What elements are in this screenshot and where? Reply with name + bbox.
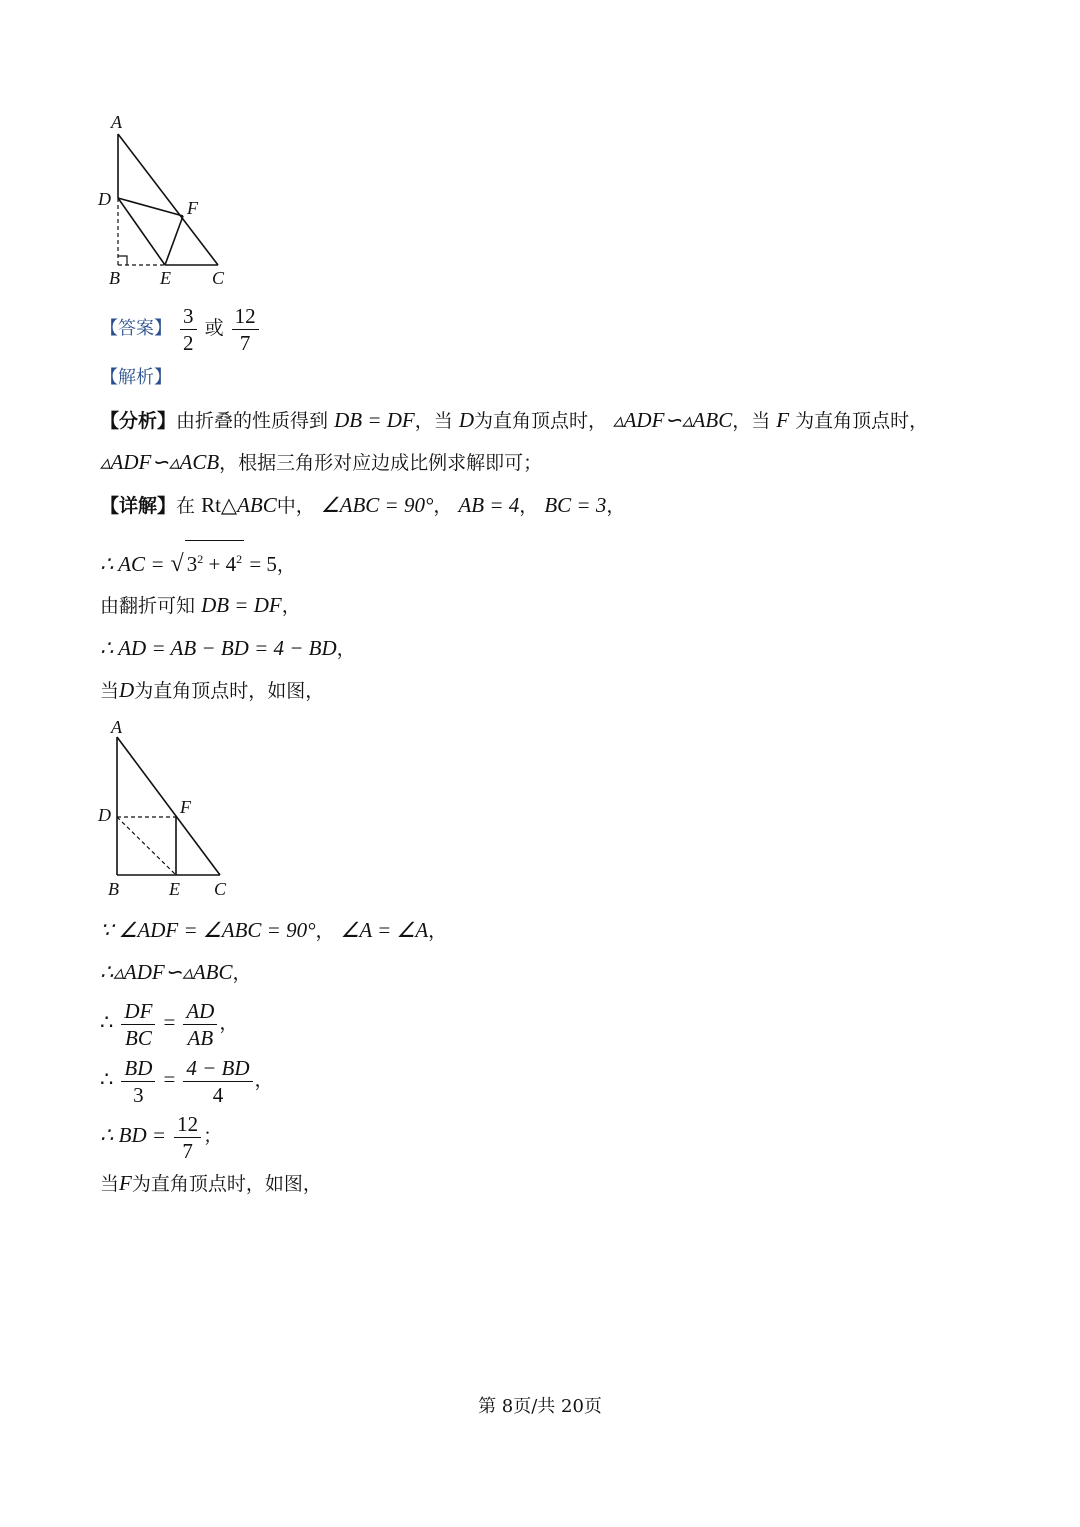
label-e: E <box>169 879 180 899</box>
analysis-line-2: ▵ADF∽▵ACB，根据三角形对应边成比例求解即可； <box>100 450 543 474</box>
label-d: D <box>98 189 111 209</box>
jiexi-tag: 【解析】 <box>100 367 172 388</box>
figure-fold-triangle <box>90 110 250 295</box>
segment-fe <box>165 216 183 265</box>
analysis-line-1: 【分析】由折叠的性质得到 DB = DF，当 D为直角顶点时， ▵ADF∽▵ABC，当 F 为直角顶点时， <box>100 408 929 432</box>
jiexi-line <box>100 362 172 393</box>
label-e: E <box>160 268 171 288</box>
case-f-line: 当F为直角顶点时，如图， <box>100 1171 322 1195</box>
step-angles: ∵ ∠ADF = ∠ABC = 90°， ∠A = ∠A， <box>100 918 448 942</box>
fraction-bd-3: $\frac{BD}{3}$ <box>121 1055 155 1108</box>
step-ad: ∴ AD = AB − BD = 4 − BD， <box>100 636 356 660</box>
answer-or: 或 <box>204 317 224 339</box>
answer-fraction-2: $\frac{12}{7}$ <box>232 303 259 356</box>
step-ratio-2: ∴ $\frac{BD}{3}$ = $\frac{4 - BD}{4}$ ， <box>100 1055 274 1107</box>
figure-case-d <box>90 715 250 900</box>
detail-tag: 【详解】 <box>100 495 177 517</box>
label-b: B <box>108 879 119 899</box>
step-ratio: ∴ $\frac{DF}{BC}$ = $\frac{AD}{AB}$ ， <box>100 998 239 1050</box>
label-a: A <box>111 112 122 132</box>
right-angle-mark <box>118 256 127 265</box>
case-d-line: 当D为直角顶点时，如图， <box>100 678 325 702</box>
segment-de <box>118 198 165 265</box>
fraction-ad-ab: $\frac{AD}{AB}$ <box>183 998 217 1051</box>
label-d: D <box>98 805 111 825</box>
segment-de-dashed <box>117 817 176 875</box>
fraction-4-minus-bd: $\frac{4 - BD}{4}$ <box>183 1055 252 1108</box>
label-a: A <box>111 717 122 737</box>
detail-line: 【详解】在 Rt△ABC中， ∠ABC = 90°， AB = 4， BC = 3， <box>100 493 626 517</box>
sqrt-expression: $3^2 + 4^2$ <box>185 540 244 582</box>
label-c: C <box>214 879 227 899</box>
fraction-12-7: $\frac{12}{7}$ <box>174 1111 201 1164</box>
segment-ac <box>117 737 220 875</box>
segment-ac <box>118 134 218 265</box>
label-f: F <box>180 797 191 817</box>
fraction-df-bc: $\frac{DF}{BC}$ <box>121 998 155 1051</box>
step-ac: ∴ AC = √ $3^2 + 4^2 = 5$， <box>100 540 296 583</box>
step-similar: ∴▵ADF∽▵ABC， <box>100 960 252 984</box>
page-footer: 第 8页/共 20页 <box>478 1396 602 1417</box>
label-b: B <box>109 268 120 288</box>
analysis-tag: 【分析】 <box>100 410 177 432</box>
label-f: F <box>187 198 198 218</box>
answer-fraction-1: $\frac{3}{2}$ <box>180 303 197 356</box>
label-c: C <box>212 268 225 288</box>
answer-tag: 【答案】 <box>100 318 172 339</box>
answer-line <box>100 298 261 359</box>
step-fold: 由翻折可知 DB = DF， <box>100 593 301 617</box>
step-bd: ∴ BD = $\frac{12}{7}$ ； <box>100 1111 223 1163</box>
